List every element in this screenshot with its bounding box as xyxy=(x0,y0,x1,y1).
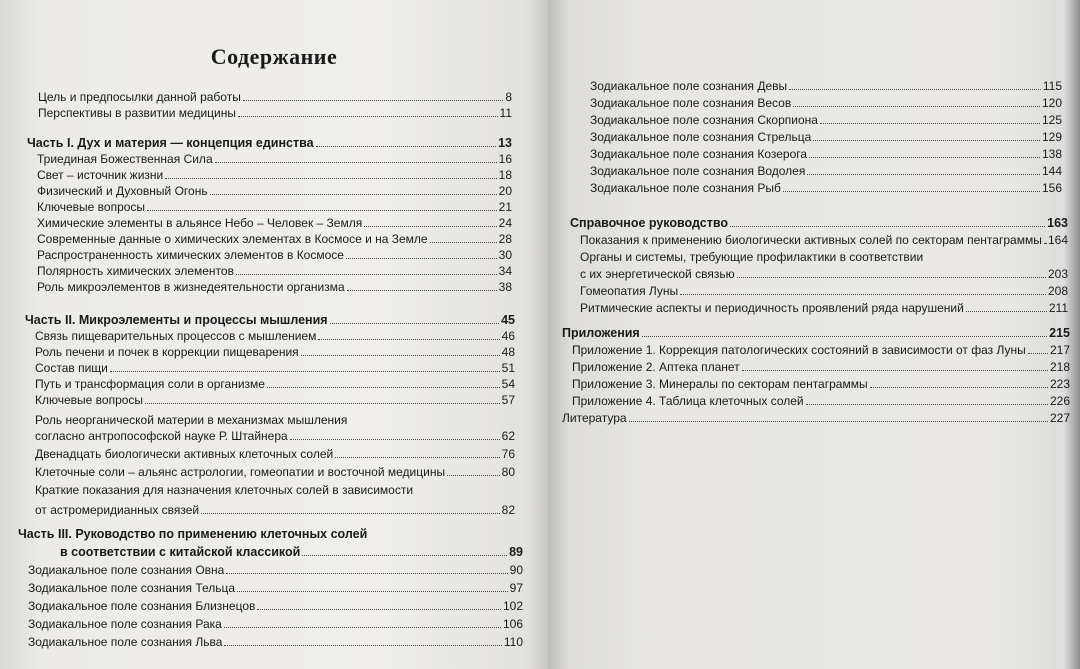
toc-part3 xyxy=(18,525,523,649)
toc-part1 xyxy=(27,134,512,294)
toc-entry[interactable]: Зодиакальное поле сознания Девы 115 xyxy=(590,79,1062,93)
toc-entry[interactable]: Ключевые вопросы 21 xyxy=(37,200,512,214)
toc-entry[interactable]: с их энергетической связью 203 xyxy=(580,267,1068,281)
toc-entry[interactable]: Связь пищеварительных процессов с мышлением 46 xyxy=(35,329,515,343)
toc-entry[interactable]: Полярность химических элементов 34 xyxy=(37,264,512,278)
toc-entry[interactable]: согласно антропософской науке Р. Штайнера 62 xyxy=(35,429,515,443)
toc-entry[interactable]: Ритмические аспекты и периодичность проявлений ряда нарушений 211 xyxy=(580,301,1068,315)
toc-entry[interactable]: Зодиакальное поле сознания Скорпиона 125 xyxy=(590,113,1062,127)
toc-entry[interactable]: Органы и системы, требующие профилактики в соответствии xyxy=(580,250,924,264)
toc-entry[interactable]: Распространенность химических элементов в Космосе 30 xyxy=(37,248,512,262)
toc-entry[interactable]: от астромеридианных связей 82 xyxy=(35,503,515,517)
toc-part2 xyxy=(25,311,515,517)
part-heading[interactable]: Часть I. Дух и материя — концепция единства 13 xyxy=(27,136,512,150)
toc-entry[interactable]: Ключевые вопросы 57 xyxy=(35,393,515,407)
toc-entry[interactable]: Состав пищи 51 xyxy=(35,361,515,375)
toc-entry[interactable]: Зодиакальное поле сознания Овна 90 xyxy=(28,563,523,577)
toc-intro xyxy=(38,88,512,120)
toc-entry[interactable]: Двенадцать биологически активных клеточных солей 76 xyxy=(35,447,515,461)
part-heading[interactable]: Приложения 215 xyxy=(562,326,1070,340)
toc-entry[interactable]: Приложение 4. Таблица клеточных солей 226 xyxy=(572,394,1070,408)
toc-entry[interactable]: Зодиакальное поле сознания Стрельца 129 xyxy=(590,130,1062,144)
toc-entry[interactable]: Химические элементы в альянсе Небо – Человек – Земля 24 xyxy=(37,216,512,230)
toc-entry[interactable]: Роль печени и почек в коррекции пищеварения 48 xyxy=(35,345,515,359)
toc-entry[interactable]: Роль неорганической материи в механизмах мышления xyxy=(35,413,348,427)
toc-entry[interactable]: Показания к применению биологически активных солей по секторам пентаграммы 164 xyxy=(580,233,1068,247)
toc-entry[interactable]: Приложение 3. Минералы по секторам пентаграммы 223 xyxy=(572,377,1070,391)
toc-entry[interactable]: Физический и Духовный Огонь 20 xyxy=(37,184,512,198)
part-heading[interactable]: Часть II. Микроэлементы и процессы мышления 45 xyxy=(25,313,515,327)
toc-entry[interactable]: Зодиакальное поле сознания Весов 120 xyxy=(590,96,1062,110)
toc-appendix xyxy=(562,322,1070,425)
part-heading[interactable]: в соответствии с китайской классикой 89 xyxy=(60,545,523,559)
toc-entry[interactable]: Зодиакальное поле сознания Рыб 156 xyxy=(590,181,1062,195)
toc-entry[interactable]: Приложение 1. Коррекция патологических состояний в зависимости от фаз Луны 217 xyxy=(572,343,1070,357)
toc-entry[interactable]: Зодиакальное поле сознания Льва 110 xyxy=(28,635,523,649)
toc-entry[interactable]: Роль микроэлементов в жизнедеятельности организма 38 xyxy=(37,280,512,294)
right-page xyxy=(548,0,1080,669)
toc-entry[interactable]: Зодиакальное поле сознания Козерога 138 xyxy=(590,147,1062,161)
toc-entry[interactable]: Триединая Божественная Сила 16 xyxy=(37,152,512,166)
toc-entry[interactable]: Путь и трансформация соли в организме 54 xyxy=(35,377,515,391)
toc-reference xyxy=(570,212,1068,315)
toc-entry[interactable]: Гомеопатия Луны 208 xyxy=(580,284,1068,298)
toc-entry[interactable]: Литература 227 xyxy=(562,411,1070,425)
toc-entry[interactable]: Зодиакальное поле сознания Тельца 97 xyxy=(28,581,523,595)
toc-zodiac-continued xyxy=(590,76,1062,195)
toc-entry[interactable]: Зодиакальное поле сознания Близнецов 102 xyxy=(28,599,523,613)
toc-entry[interactable]: Свет – источник жизни 18 xyxy=(37,168,512,182)
toc-entry[interactable]: Зодиакальное поле сознания Рака 106 xyxy=(28,617,523,631)
toc-entry[interactable]: Клеточные соли – альянс астрологии, гомеопатии и восточной медицины 80 xyxy=(35,465,515,479)
toc-entry[interactable]: Краткие показания для назначения клеточных солей в зависимости xyxy=(35,483,414,497)
part-heading[interactable]: Справочное руководство 163 xyxy=(570,216,1068,230)
toc-entry[interactable]: Перспективы в развитии медицины 11 xyxy=(38,106,512,120)
toc-entry[interactable]: Цель и предпосылки данной работы 8 xyxy=(38,90,512,104)
page-title: Содержание xyxy=(210,44,338,69)
toc-entry[interactable]: Приложение 2. Аптека планет 218 xyxy=(572,360,1070,374)
part-heading[interactable]: Часть III. Руководство по применению клеточных солей xyxy=(18,527,368,541)
toc-entry[interactable]: Зодиакальное поле сознания Водолея 144 xyxy=(590,164,1062,178)
toc-entry[interactable]: Современные данные о химических элементах в Космосе и на Земле 28 xyxy=(37,232,512,246)
